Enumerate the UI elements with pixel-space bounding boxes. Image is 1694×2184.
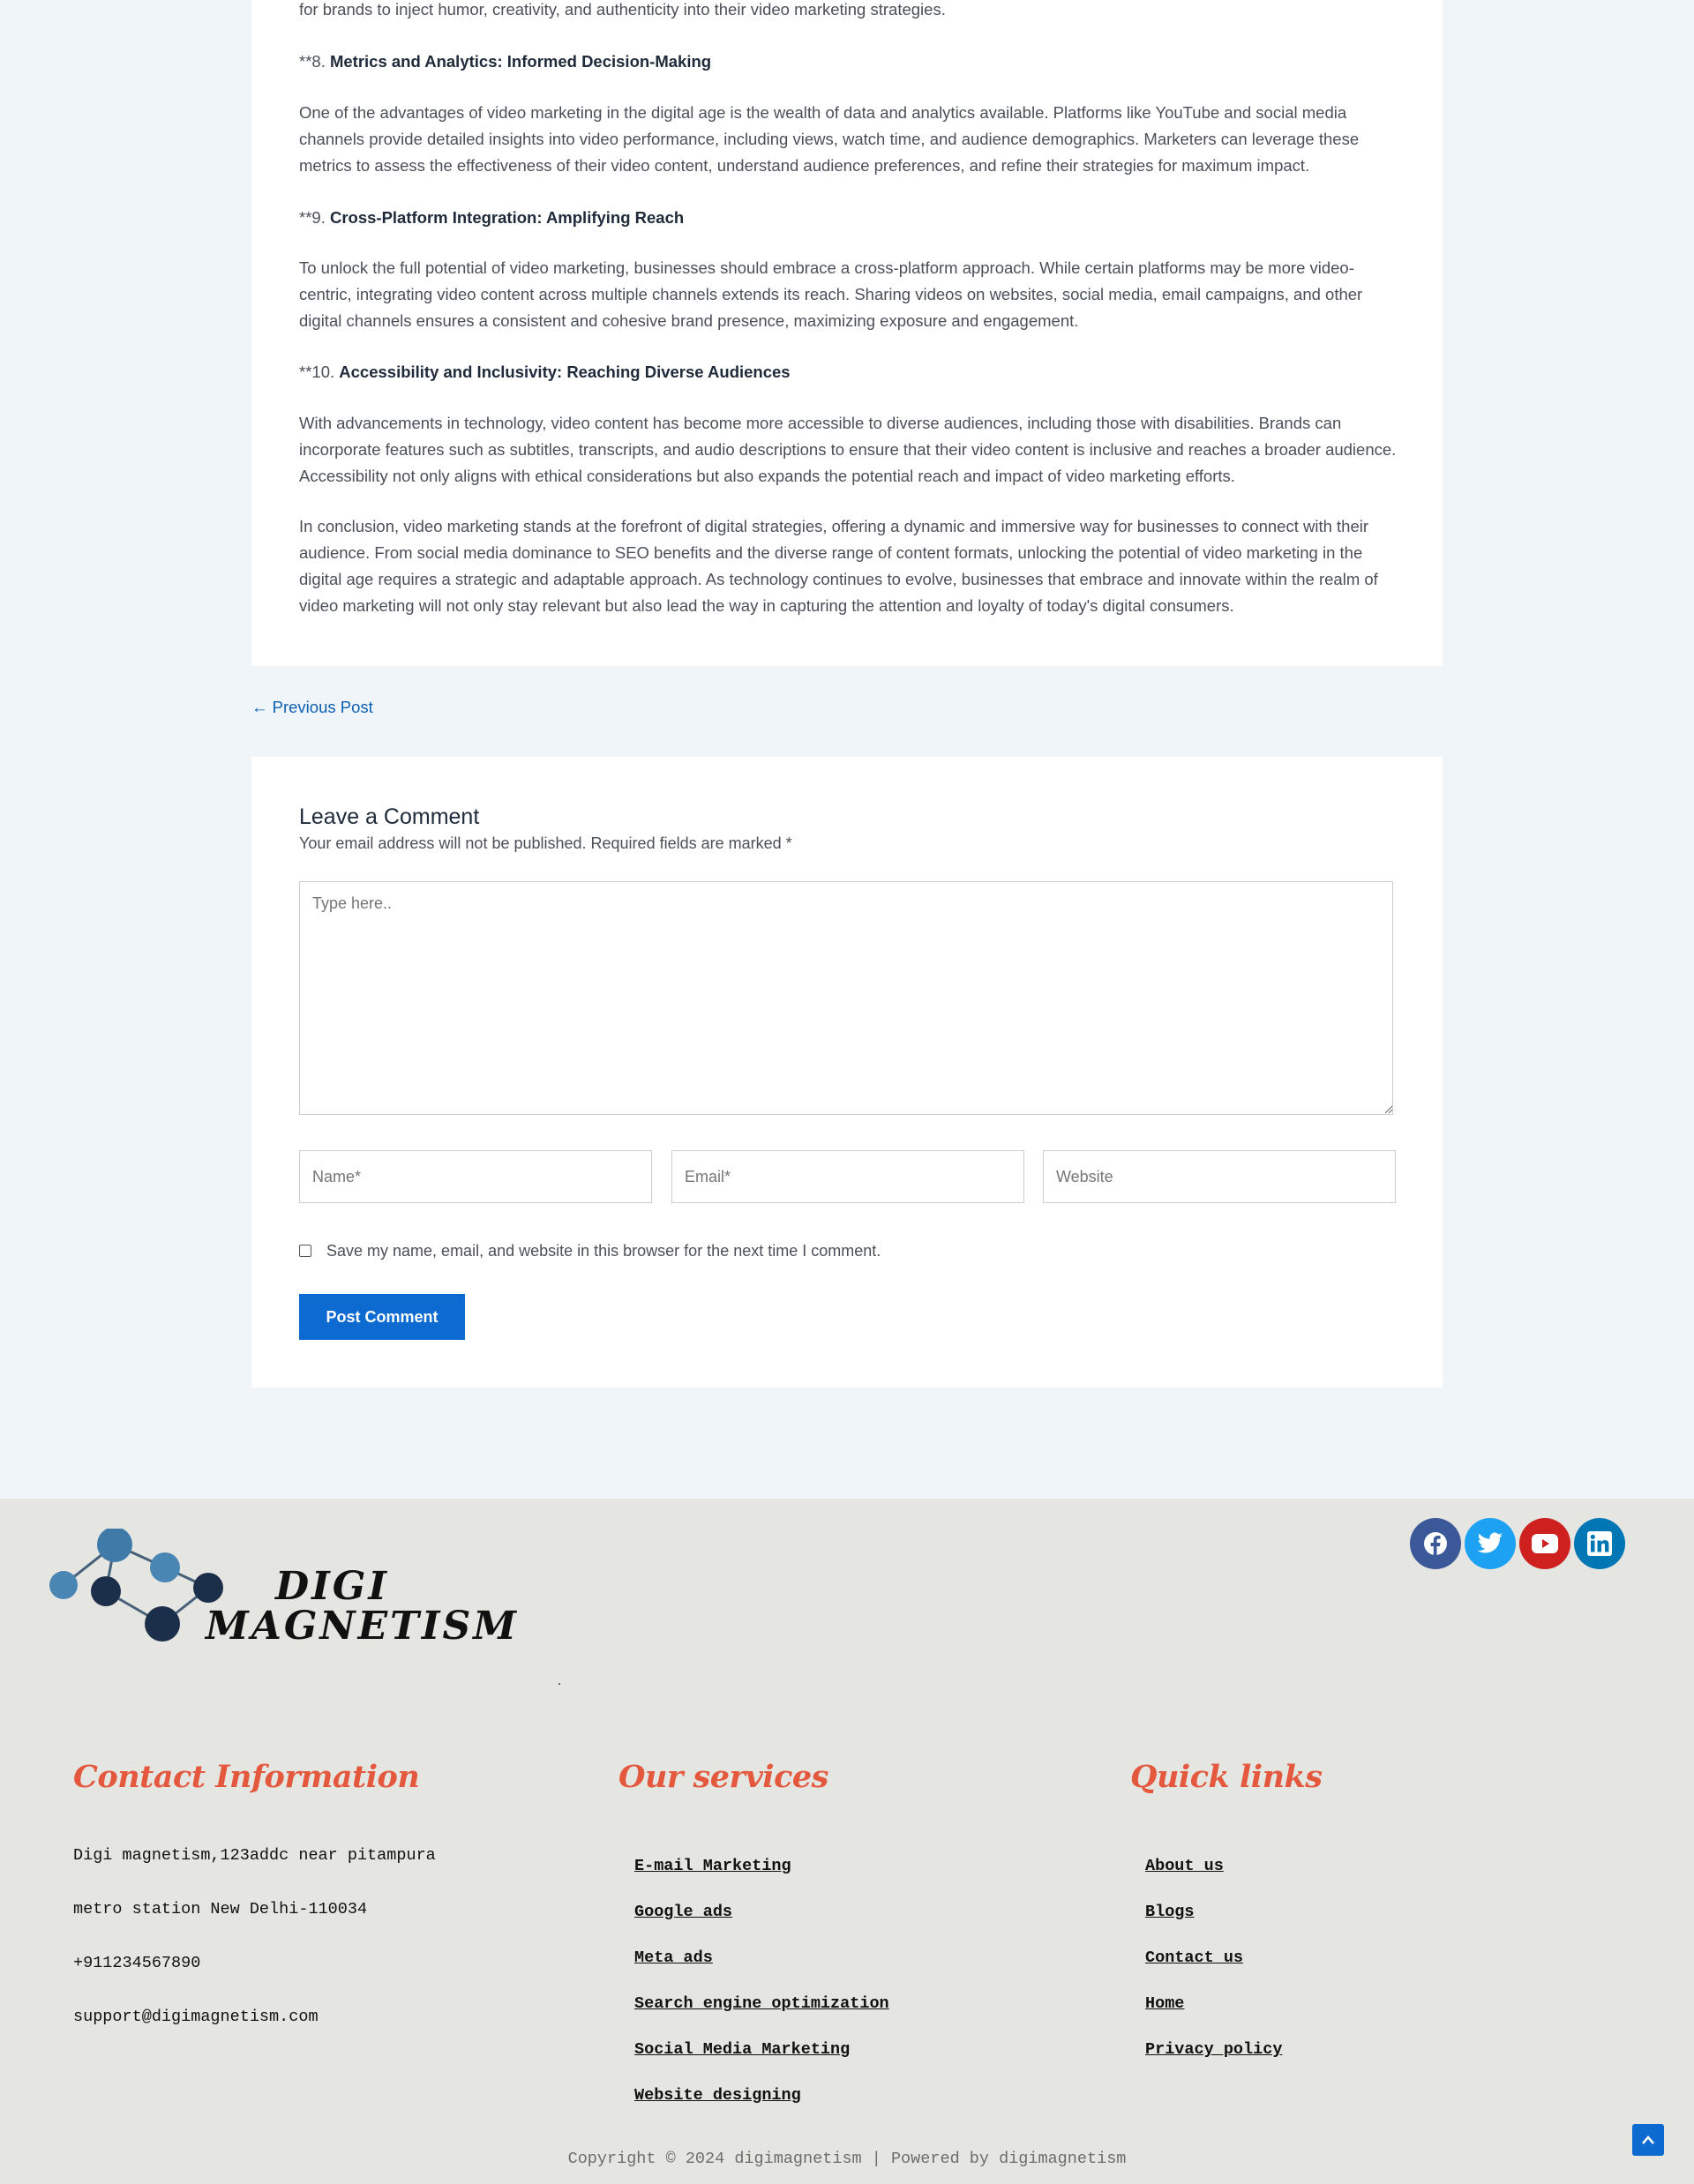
- youtube-icon: [1532, 1534, 1558, 1553]
- quick-link[interactable]: Home: [1145, 1994, 1185, 2013]
- service-link[interactable]: Website designing: [634, 2086, 801, 2105]
- site-logo[interactable]: [44, 1529, 519, 1652]
- contact-address-line2: metro station New Delhi-110034: [73, 1900, 368, 1918]
- facebook-icon: [1422, 1530, 1449, 1557]
- site-footer: [0, 1499, 1694, 2184]
- copyright-text: Copyright © 2024 digimagnetism | Powered by digimagnetism: [567, 2150, 1127, 2168]
- logo-text-line1: DIGI: [275, 1564, 389, 1609]
- article-subheading: **10. Accessibility and Inclusivity: Reaching Diverse Audiences: [299, 363, 791, 381]
- article-subheading: **8. Metrics and Analytics: Informed Decision-Making: [299, 52, 712, 71]
- article-paragraph: With advancements in technology, video content has become more accessible to diverse audiences, including those with disabilities. Brands can incorporate features such as subtitles, transcripts, and audio descriptions to ensure that their video content is inclusive and reaches a broader audience. Accessibility not only aligns with ethical considerations but also expands the potential reach and impact of video marketing efforts.: [299, 414, 1397, 485]
- chevron-up-icon: [1641, 2135, 1655, 2145]
- quick-link[interactable]: Privacy policy: [1145, 2040, 1283, 2059]
- contact-heading: Contact Information: [73, 1759, 420, 1795]
- email-field[interactable]: [671, 1150, 1024, 1203]
- article-subheading: **9. Cross-Platform Integration: Amplifying Reach: [299, 208, 685, 227]
- comment-form-title: Leave a Comment: [299, 804, 480, 829]
- quick-link[interactable]: About us: [1145, 1857, 1224, 1875]
- quick-link[interactable]: Contact us: [1145, 1948, 1244, 1967]
- contact-address-line1: Digi magnetism,123addc near pitampura: [73, 1846, 436, 1865]
- decorative-dot: [558, 1683, 560, 1685]
- resize-grip-icon[interactable]: [1385, 1106, 1392, 1113]
- comment-form: [251, 757, 1443, 1387]
- facebook-link[interactable]: [1410, 1518, 1461, 1569]
- quick-link[interactable]: Blogs: [1145, 1903, 1195, 1921]
- comment-form-note: Your email address will not be published. Required fields are marked *: [299, 834, 792, 852]
- article-card: [251, 0, 1443, 666]
- save-info-checkbox[interactable]: [299, 1245, 311, 1257]
- service-link[interactable]: Search engine optimization: [634, 1994, 889, 2013]
- linkedin-icon: [1587, 1531, 1612, 1556]
- services-heading: Our services: [618, 1759, 828, 1795]
- website-field[interactable]: [1043, 1150, 1396, 1203]
- linkedin-link[interactable]: [1574, 1518, 1625, 1569]
- post-comment-button[interactable]: Post Comment: [299, 1294, 465, 1340]
- youtube-link[interactable]: [1519, 1518, 1570, 1569]
- service-link[interactable]: E-mail Marketing: [634, 1857, 791, 1875]
- quick-links-heading: Quick links: [1130, 1759, 1323, 1795]
- article-paragraph: for brands to inject humor, creativity, and authenticity into their video marketing strategies.: [299, 0, 946, 19]
- article-paragraph: One of the advantages of video marketing in the digital age is the wealth of data and analytics available. Platforms like YouTube and social media channels provide detailed insights into video performance, including views, watch time, and audience demographics. Marketers can leverage these metrics to assess the effectiveness of their video content, understand audience preferences, and refine their strategies for maximum impact.: [299, 103, 1360, 175]
- comment-textarea[interactable]: [299, 881, 1393, 1115]
- twitter-link[interactable]: [1465, 1518, 1516, 1569]
- twitter-icon: [1477, 1532, 1503, 1555]
- save-info-label: Save my name, email, and website in this browser for the next time I comment.: [326, 1242, 881, 1260]
- article-paragraph: To unlock the full potential of video marketing, businesses should embrace a cross-platform approach. While certain platforms may be more video-centric, integrating video content across multiple channels extends its reach. Sharing videos on websites, social media, email campaigns, and other digital channels ensures a consistent and cohesive brand presence, maximizing exposure and engagement.: [299, 258, 1363, 330]
- logo-text-line2: MAGNETISM: [206, 1604, 519, 1649]
- service-link[interactable]: Meta ads: [634, 1948, 713, 1967]
- service-link[interactable]: Social Media Marketing: [634, 2040, 851, 2059]
- previous-post-link[interactable]: ← Previous Post: [251, 698, 373, 716]
- contact-email: support@digimagnetism.com: [73, 2008, 319, 2026]
- scroll-to-top-button[interactable]: [1632, 2124, 1664, 2156]
- contact-phone: +911234567890: [73, 1954, 201, 1972]
- service-link[interactable]: Google ads: [634, 1903, 733, 1921]
- name-field[interactable]: [299, 1150, 652, 1203]
- article-conclusion: In conclusion, video marketing stands at the forefront of digital strategies, offering a dynamic and immersive way for businesses to connect with their audience. From social media dominance to SEO benefits and the diverse range of content formats, unlocking the potential of video marketing in the digital age requires a strategic and adaptable approach. As technology continues to evolve, businesses that embrace and innovate within the realm of video marketing will not only stay relevant but also lead the way in capturing the attention and loyalty of today's digital consumers.: [299, 517, 1378, 615]
